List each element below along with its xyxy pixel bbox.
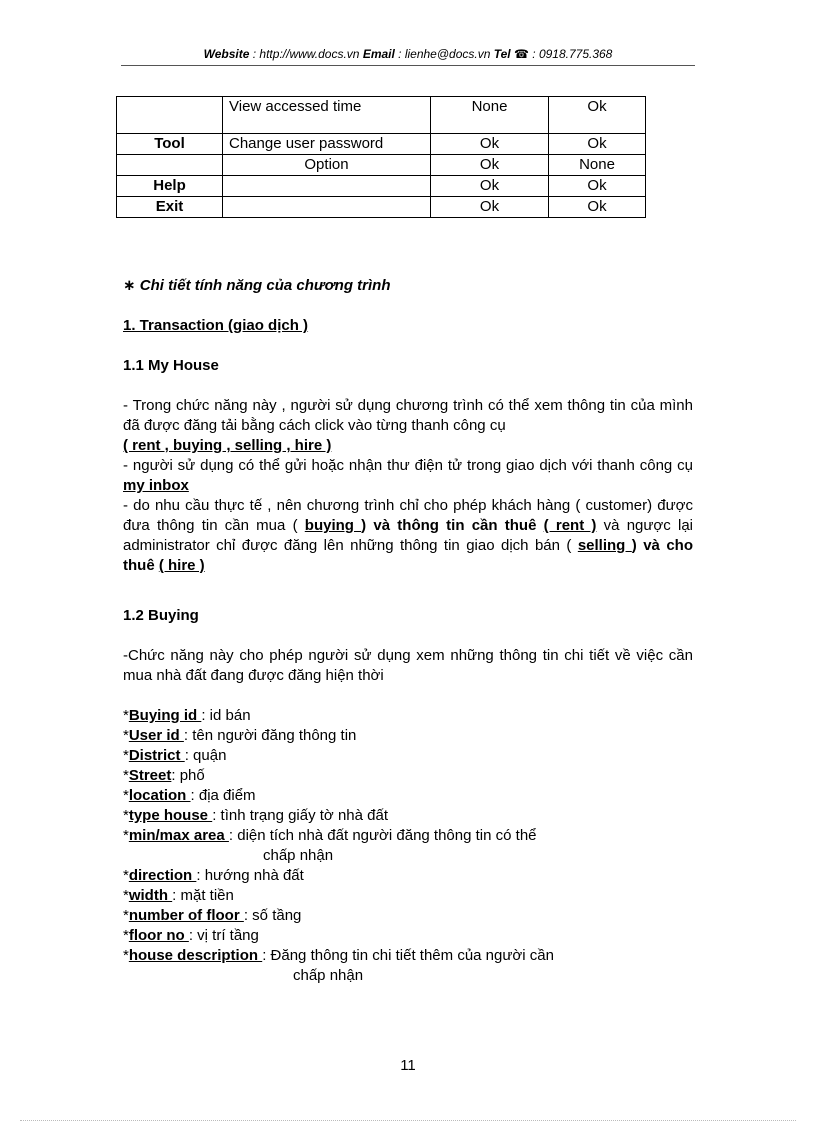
permission-table — [116, 96, 646, 218]
header-divider — [121, 65, 695, 66]
table-row — [117, 155, 646, 176]
feature-cell: View accessed time — [223, 97, 431, 134]
value-cell: Ok — [549, 134, 646, 155]
field-desc: : hướng nhà đất — [196, 867, 304, 884]
field-desc: : phố — [171, 767, 205, 784]
buying-intro: -Chức năng này cho phép người sử dụng xem những thông tin chi tiết về việc cần mua nhà đất đang được đăng hiện thời — [123, 647, 693, 684]
field-item: *number of floor : số tầng — [123, 907, 302, 924]
field-item: *house description : Đăng thông tin chi tiết thêm của người cần — [123, 947, 554, 964]
paragraph-text: ) và thông tin cần thuê — [361, 517, 544, 534]
field-item: *District : quận — [123, 747, 227, 764]
table-row — [117, 197, 646, 218]
field-desc: : vị trí tầng — [188, 927, 259, 944]
my-house-paragraph-3 — [123, 496, 693, 576]
table-row — [117, 176, 646, 197]
value-cell: Ok — [431, 176, 549, 197]
value-cell: Ok — [549, 176, 646, 197]
field-item: *Buying id : id bán — [123, 707, 251, 724]
field-item: *width : mặt tiền — [123, 887, 234, 904]
field-desc: : Đăng thông tin chi tiết thêm của người cần — [262, 947, 554, 964]
field-name: direction — [128, 867, 197, 884]
rent-tool: ( rent ) — [543, 517, 597, 534]
value-cell: Ok — [431, 197, 549, 218]
field-name: District — [128, 747, 185, 764]
buying-tool: buying — [304, 517, 362, 534]
field-item: *direction : hướng nhà đất — [123, 867, 304, 884]
field-desc-continued: chấp nhận — [263, 847, 334, 864]
page-bottom-border — [20, 1120, 796, 1121]
field-desc: : tình trạng giấy tờ nhà đất — [212, 807, 388, 824]
value-cell: Ok — [431, 134, 549, 155]
section-title: ∗ Chi tiết tính năng của chương trình — [123, 277, 391, 294]
table-row — [117, 97, 646, 134]
page-header — [0, 47, 816, 61]
field-desc: : địa điểm — [190, 787, 256, 804]
field-item: *floor no : vị trí tầng — [123, 927, 259, 944]
feature-cell — [223, 176, 431, 197]
field-name: type house — [128, 807, 213, 824]
hire-tool: ( hire ) — [158, 557, 205, 574]
field-desc: : mặt tiền — [172, 887, 234, 904]
value-cell: Ok — [549, 197, 646, 218]
document-body — [123, 276, 693, 986]
paragraph-text: và ngược lại administrator chỉ được đăng lên những thông tin giao dịch bán ( — [123, 517, 693, 554]
field-desc: : quận — [184, 747, 227, 764]
menu-cell: Exit — [117, 197, 223, 218]
my-house-heading: 1.1 My House — [123, 357, 219, 374]
field-name: house description — [128, 947, 263, 964]
field-item: *User id : tên người đăng thông tin — [123, 727, 357, 744]
email-value: : lienhe@docs.vn — [394, 47, 494, 61]
field-item: *type house : tình trạng giấy tờ nhà đất — [123, 807, 388, 824]
value-cell: None — [431, 97, 549, 134]
email-label: Email — [362, 47, 395, 61]
field-desc-continued: chấp nhận — [293, 967, 364, 984]
field-item: *min/max area : diện tích nhà đất người đăng thông tin có thể — [123, 827, 537, 844]
value-cell: None — [549, 155, 646, 176]
field-desc: : tên người đăng thông tin — [183, 727, 357, 744]
value-cell: Ok — [549, 97, 646, 134]
feature-cell: Option — [223, 155, 431, 176]
website-label: Website — [203, 47, 250, 61]
buying-heading: 1.2 Buying — [123, 607, 199, 624]
field-item: *location : địa điểm — [123, 787, 256, 804]
paragraph-text: ) và cho thuê — [123, 537, 693, 574]
my-house-paragraph-2 — [123, 456, 693, 496]
selling-tool: selling — [577, 537, 632, 554]
field-name: Street — [128, 767, 172, 784]
field-name: width — [128, 887, 173, 904]
page-number: 11 — [400, 1057, 416, 1074]
feature-cell: Change user password — [223, 134, 431, 155]
table-row — [117, 134, 646, 155]
transaction-heading: 1. Transaction (giao dịch ) — [123, 317, 309, 334]
field-desc: : diện tích nhà đất người đăng thông tin có thể — [228, 827, 537, 844]
field-desc: : số tầng — [243, 907, 302, 924]
menu-cell — [117, 97, 223, 134]
website-value: : http://www.docs.vn — [249, 47, 363, 61]
paragraph-text: - người sử dụng có thể gửi hoặc nhận thư điện tử trong giao dịch với thanh công cụ — [123, 457, 693, 474]
value-cell: Ok — [431, 155, 549, 176]
feature-cell — [223, 197, 431, 218]
field-name: floor no — [128, 927, 189, 944]
tel-label: Tel — [493, 47, 511, 61]
menu-cell — [117, 155, 223, 176]
menu-cell: Help — [117, 176, 223, 197]
field-name: number of floor — [128, 907, 244, 924]
field-name: location — [128, 787, 191, 804]
field-name: min/max area — [128, 827, 229, 844]
tel-value: : 0918.775.368 — [528, 47, 613, 61]
paragraph-text: - Trong chức năng này , người sử dụng chương trình có thể xem thông tin của mình đã được đăng tải bằng cách click vào từng thanh công cụ — [123, 397, 693, 434]
my-house-paragraph-1 — [123, 396, 693, 456]
my-inbox-tool: my inbox — [123, 477, 189, 494]
menu-cell: Tool — [117, 134, 223, 155]
paragraph-text: - do nhu cầu thực tế , nên chương trình chỉ cho phép khách hàng ( customer) được đưa thông tin cần mua ( — [123, 497, 693, 534]
field-name: Buying id — [128, 707, 202, 724]
phone-icon: ☎ — [513, 47, 529, 61]
field-desc: : id bán — [201, 707, 251, 724]
field-name: User id — [128, 727, 184, 744]
field-item: *Street: phố — [123, 767, 205, 784]
tool-list: ( rent , buying , selling , hire ) — [123, 437, 332, 454]
